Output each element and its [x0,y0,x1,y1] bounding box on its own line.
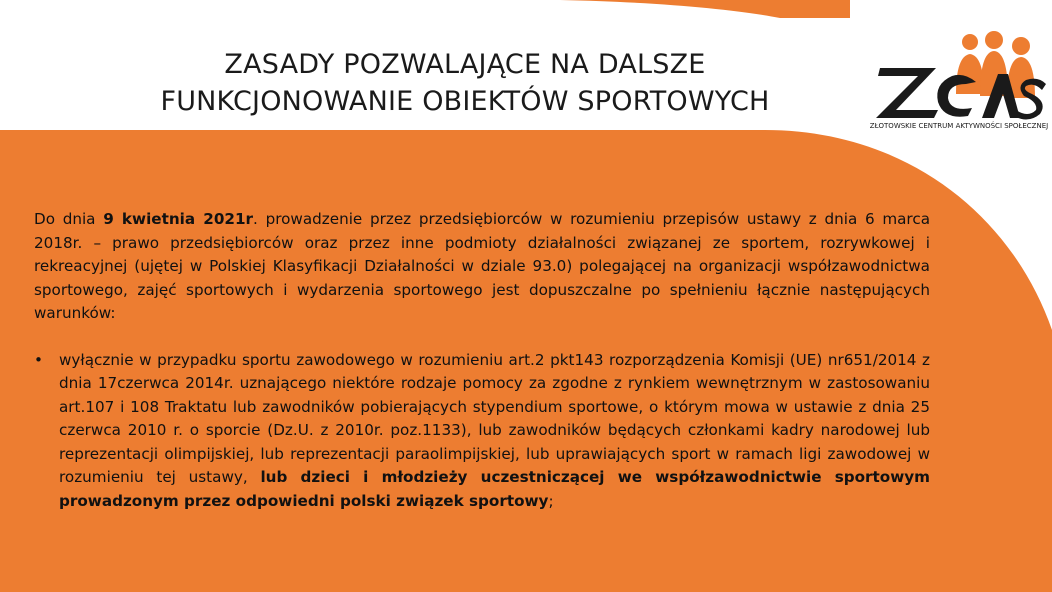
title-line-2: FUNKCJONOWANIE OBIEKTÓW SPORTOWYCH [160,86,770,117]
slide-body [34,208,930,513]
zcas-logo [868,28,1050,138]
intro-paragraph [34,208,930,326]
logo-caption: ZŁOTOWSKIE CENTRUM AKTYWNOŚCI SPOŁECZNEJ [869,122,1049,130]
bullet-end: ; [548,491,554,510]
bullet-icon: • [34,350,43,369]
zcas-logo-graphic [868,28,1050,123]
bullet-text: wyłącznie w przypadku sportu zawodowego w rozumieniu art.2 pkt143 rozporządzenia Komisji (UE) nr651/2014 z dnia 17czerwca 2014r. uznającego niektóre rodzaje pomocy za zgodne z rynkiem wewnętrznym w zastosowaniu art.107 i 108 Traktatu lub zawodników pobierających stypendium sportowe, o którym mowa w ustawie z dnia 25 czerwca 2010 r. o sporcie (Dz.U. z 2010r. poz.1133), lub zawodników będących członkami kadry narodowej lub reprezentacji olimpijskiej, lub reprezentacji paraolimpijskiej, lub uprawiających sport w ramach ligi zawodowej w rozumieniu tej ustawy, [59,350,930,486]
title-line-1: ZASADY POZWALAJĄCE NA DALSZE [224,49,706,80]
intro-text: . prowadzenie przez przedsiębiorców w rozumieniu przepisów ustawy z dnia 6 marca 2018r. – prawo przedsiębiorców oraz przez inne podmioty działalności związanej ze sportem, rozrywkowej i rekreacyjnej (ujętej w Polskiej Klasyfikacji Działalności w dziale 93.0) polegającej na organizacji współzawodnictwa sportowego, zajęć sportowych i wydarzenia sportowego jest dopuszczalne po spełnieniu łącznie następujących warunków: [34,210,930,322]
conditions-list [34,349,930,514]
list-item [34,349,930,514]
intro-prefix: Do dnia [34,210,104,228]
intro-date: 9 kwietnia 2021r [103,210,254,228]
slide-title [100,46,830,120]
bullet-bold-text: lub dzieci i młodzieży uczestniczącej we współzawodnictwie sportowym prowadzonym przez odpowiedni polski związek sportowy [59,468,930,510]
